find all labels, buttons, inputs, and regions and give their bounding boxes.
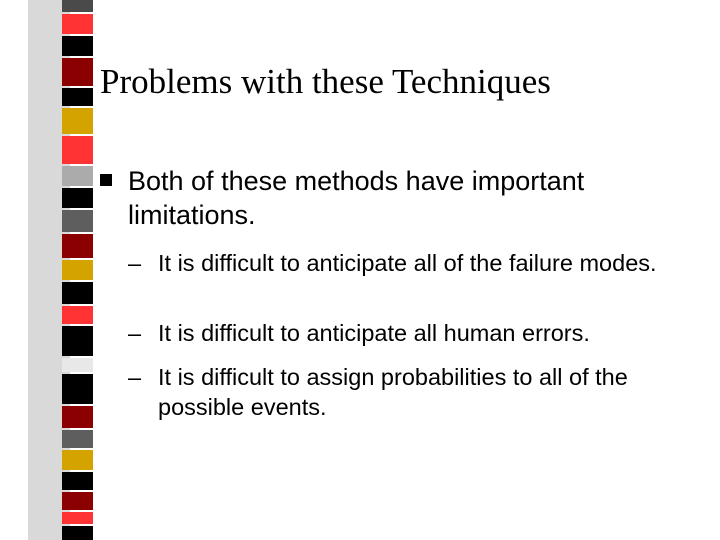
stripe-color-blocks [62,0,93,540]
sub-bullet [128,362,688,422]
stripe-block [62,88,93,106]
stripe-block [62,430,93,448]
stripe-block [62,210,93,232]
dash-bullet-icon: – [128,364,142,390]
main-bullet-text: Both of these methods have important limitations. [128,166,585,230]
square-bullet-icon [100,174,112,186]
stripe-block [62,108,93,134]
stripe-block [62,326,93,356]
stripe-block [62,374,93,404]
sub-bullet [128,318,688,348]
sub-bullet-text: It is difficult to anticipate all human errors. [158,320,590,346]
left-decorative-stripe [28,0,70,540]
stripe-block [62,472,93,490]
stripe-block [62,282,93,304]
sub-bullet-text: It is difficult to assign probabilities to all of the possible events. [158,364,628,420]
stripe-block [62,450,93,470]
stripe-block [62,512,93,524]
dash-bullet-icon: – [128,320,142,346]
slide-title: Problems with these Techniques [100,62,551,101]
sub-bullet-text: It is difficult to anticipate all of the failure modes. [158,250,657,276]
stripe-block [62,234,93,258]
stripe-block [62,306,93,324]
stripe-block [62,136,93,164]
stripe-block [62,14,93,34]
stripe-block [62,0,93,12]
stripe-block [62,358,93,372]
stripe-block [62,492,93,510]
stripe-block [62,260,93,280]
stripe-block [62,406,93,428]
stripe-block [62,526,93,540]
stripe-block [62,58,93,86]
dash-bullet-icon: – [128,250,142,276]
stripe-block [62,188,93,208]
stripe-block [62,166,93,186]
stripe-block [62,36,93,56]
sub-bullet [128,248,688,278]
